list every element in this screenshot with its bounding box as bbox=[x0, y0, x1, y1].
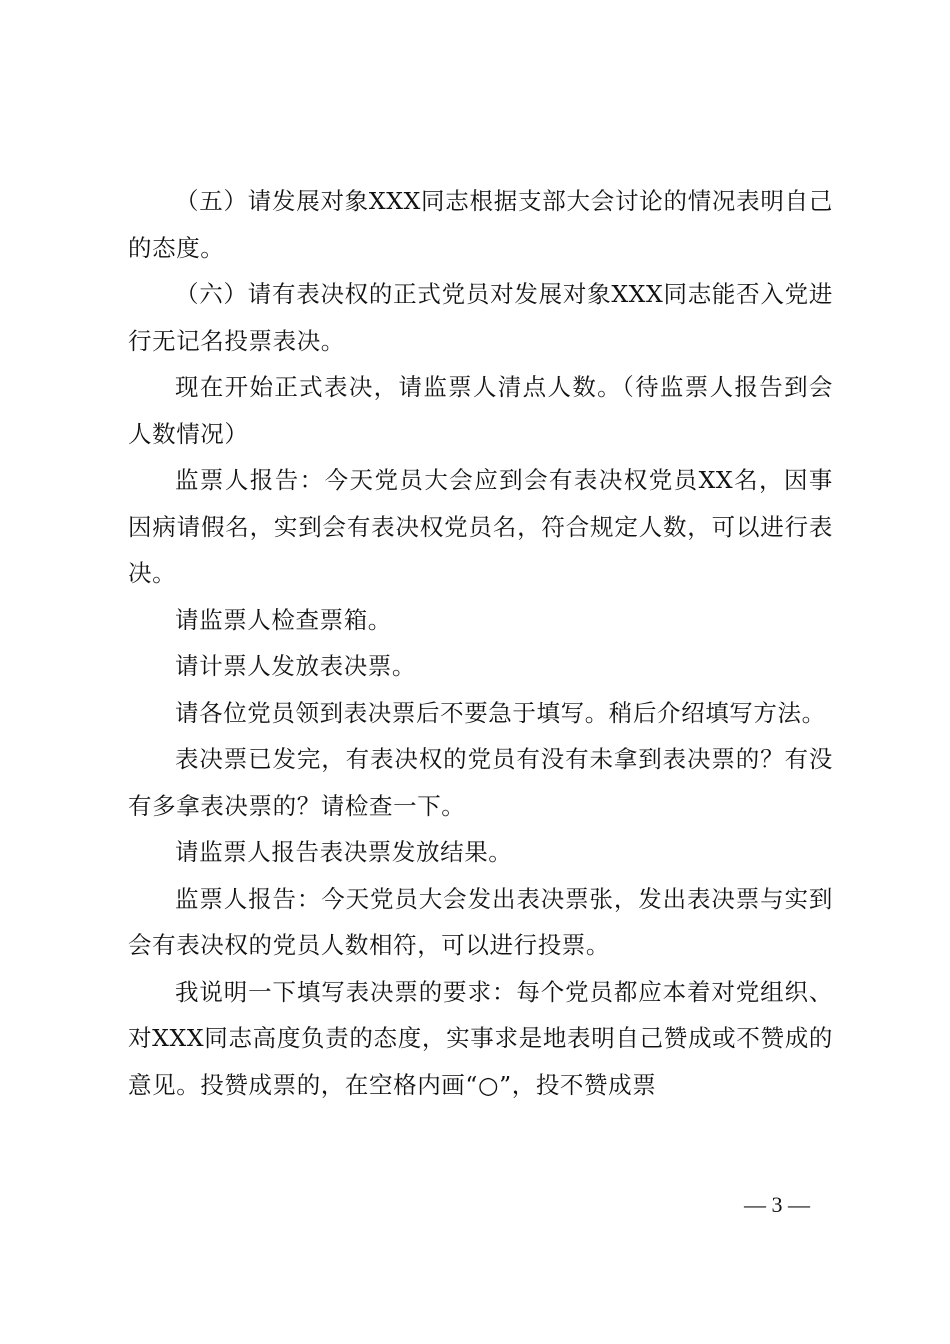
document-body bbox=[128, 178, 833, 1108]
paragraph-ballots-check: 表决票已发完，有表决权的党员有没有未拿到表决票的？有没有多拿表决票的？请检查一下。 bbox=[128, 745, 833, 820]
paragraph-check-ballot-box: 请监票人检查票箱。 bbox=[175, 605, 392, 634]
paragraph-item-6: （六）请有表决权的正式党员对发展对象XXX同志能否入党进行无记名投票表决。 bbox=[128, 280, 833, 355]
paragraph-item-5: （五）请发展对象XXX同志根据支部大会讨论的情况表明自己的态度。 bbox=[128, 187, 833, 262]
page-number: — 3 — bbox=[744, 1192, 810, 1217]
paragraph-start-vote: 现在开始正式表决，请监票人清点人数。（待监票人报告到会人数情况） bbox=[128, 373, 833, 448]
paragraph-attendance-report: 监票人报告：今天党员大会应到会有表决权党员XX名，因事因病请假名，实到会有表决权党员名，符合规定人数，可以进行表决。 bbox=[128, 466, 833, 587]
paragraph-wait-instructions: 请各位党员领到表决票后不要急于填写。稍后介绍填写方法。 bbox=[175, 698, 826, 727]
paragraph-report-distribution: 请监票人报告表决票发放结果。 bbox=[175, 838, 513, 866]
paragraph-distribution-report: 监票人报告：今天党员大会发出表决票张，发出表决票与实到会有表决权的党员人数相符，可以进行投票。 bbox=[128, 884, 833, 959]
paragraph-filling-requirements: 我说明一下填写表决票的要求：每个党员都应本着对党组织、对XXX同志高度负责的态度，实事求是地表明自己赞成或不赞成的意见。投赞成票的，在空格内画“○”，投不赞成票 bbox=[128, 977, 833, 1099]
paragraph-distribute-ballots: 请计票人发放表决票。 bbox=[175, 652, 416, 680]
